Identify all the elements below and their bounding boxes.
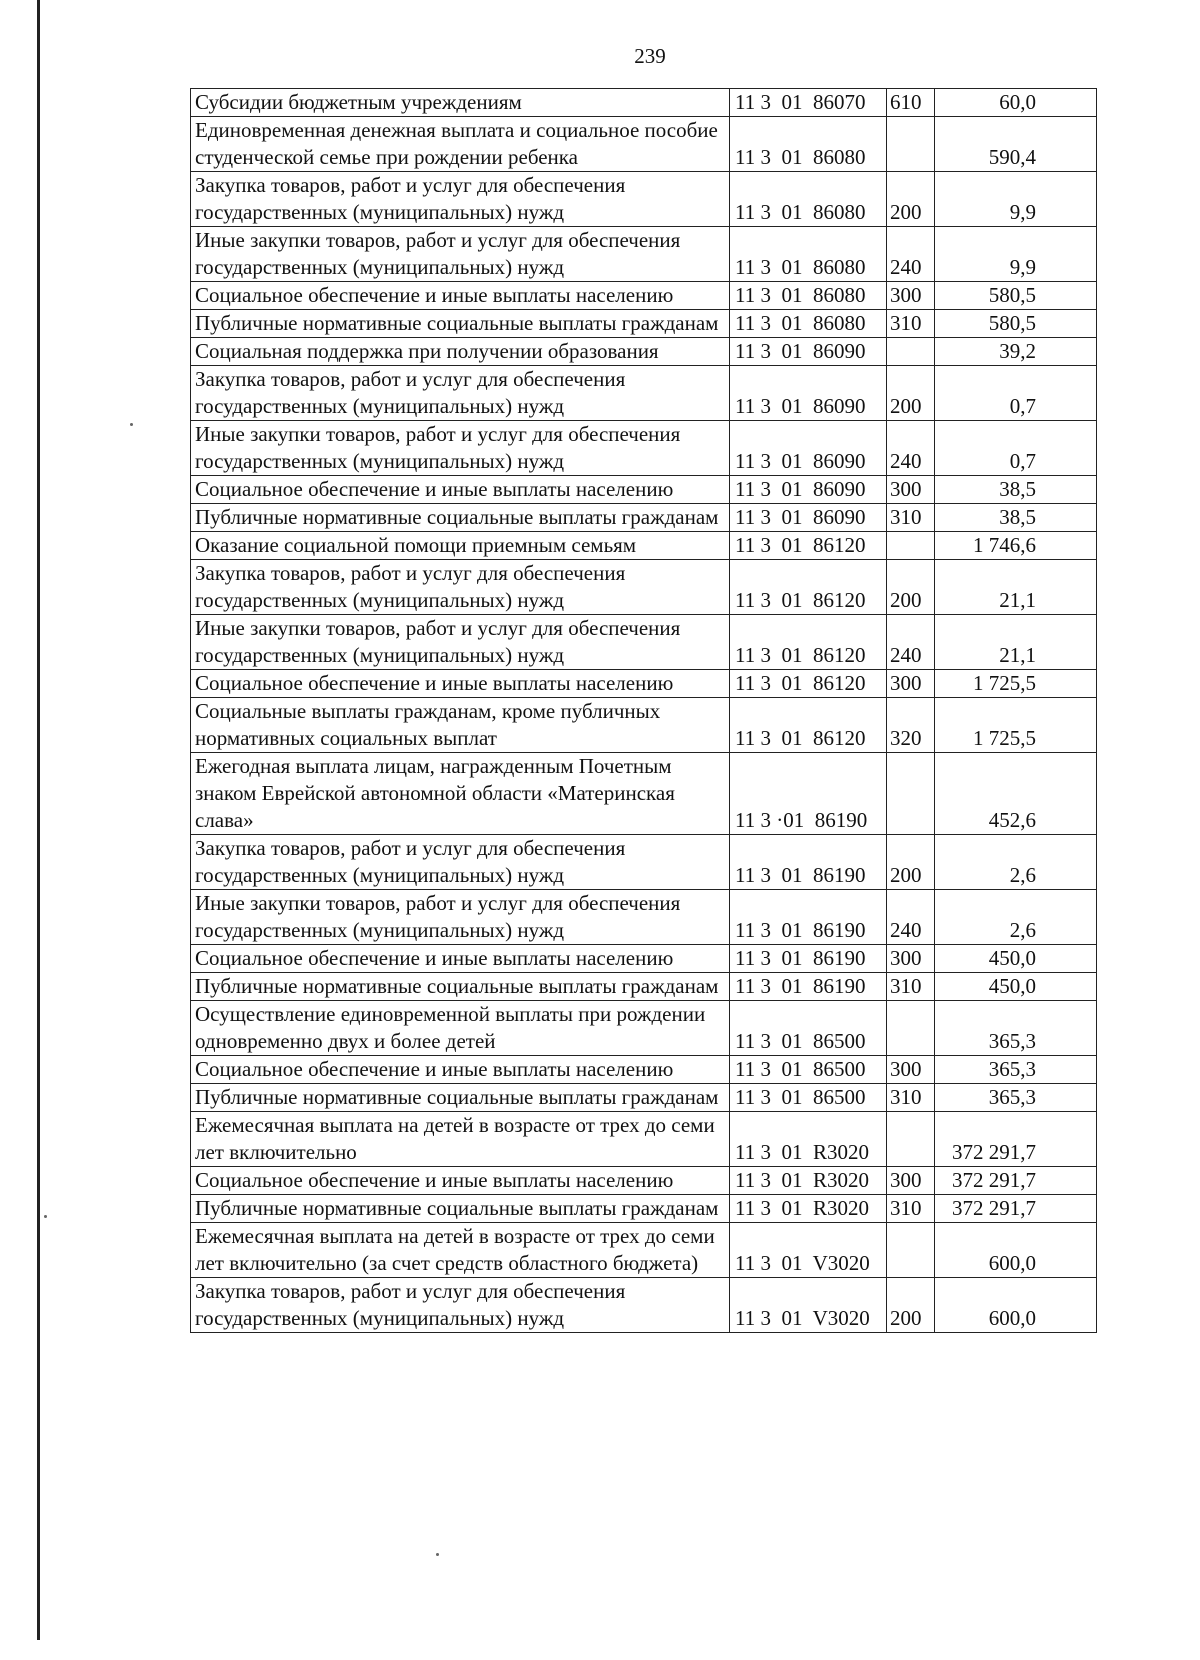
table-row bbox=[191, 698, 1097, 753]
amount-cell: 9,9 bbox=[935, 172, 1097, 227]
target-article-code-cell: 11 3 01 86090 bbox=[730, 476, 887, 504]
expense-type-cell bbox=[887, 532, 935, 560]
expense-name-cell: Публичные нормативные социальные выплаты гражданам bbox=[191, 310, 730, 338]
expense-name-cell: Социальное обеспечение и иные выплаты населению bbox=[191, 945, 730, 973]
table-row bbox=[191, 89, 1097, 117]
amount-cell: 1 746,6 bbox=[935, 532, 1097, 560]
expense-name-cell: Закупка товаров, работ и услуг для обеспечения государственных (муниципальных) нужд bbox=[191, 1278, 730, 1333]
expense-name-cell: Ежегодная выплата лицам, награжденным Почетным знаком Еврейской автономной области «Материнская слава» bbox=[191, 753, 730, 835]
table-row bbox=[191, 753, 1097, 835]
scan-speck bbox=[44, 1215, 47, 1218]
target-article-code-cell: 11 3 01 86120 bbox=[730, 698, 887, 753]
expense-type-cell: 310 bbox=[887, 973, 935, 1001]
amount-cell: 0,7 bbox=[935, 366, 1097, 421]
expense-name-cell: Публичные нормативные социальные выплаты гражданам bbox=[191, 504, 730, 532]
expense-type-cell: 240 bbox=[887, 421, 935, 476]
amount-cell: 38,5 bbox=[935, 476, 1097, 504]
table-row bbox=[191, 476, 1097, 504]
expense-name-cell: Публичные нормативные социальные выплаты гражданам bbox=[191, 1195, 730, 1223]
scan-speck bbox=[130, 423, 133, 426]
amount-cell: 372 291,7 bbox=[935, 1112, 1097, 1167]
target-article-code-cell: 11 3 01 R3020 bbox=[730, 1167, 887, 1195]
amount-cell: 365,3 bbox=[935, 1084, 1097, 1112]
expense-name-cell: Осуществление единовременной выплаты при рождении одновременно двух и более детей bbox=[191, 1001, 730, 1056]
amount-cell: 2,6 bbox=[935, 835, 1097, 890]
expense-type-cell: 310 bbox=[887, 504, 935, 532]
table-row bbox=[191, 945, 1097, 973]
expense-name-cell: Иные закупки товаров, работ и услуг для обеспечения государственных (муниципальных) нужд bbox=[191, 890, 730, 945]
page-number: 239 bbox=[634, 44, 666, 68]
expense-type-cell: 320 bbox=[887, 698, 935, 753]
target-article-code-cell: 11 3 01 86120 bbox=[730, 532, 887, 560]
target-article-code-cell: 11 3 01 86500 bbox=[730, 1084, 887, 1112]
target-article-code-cell: 11 3 01 86500 bbox=[730, 1056, 887, 1084]
amount-cell: 600,0 bbox=[935, 1278, 1097, 1333]
table-row bbox=[191, 973, 1097, 1001]
table-row bbox=[191, 282, 1097, 310]
table-body bbox=[191, 89, 1097, 1333]
table-row bbox=[191, 1056, 1097, 1084]
expense-type-cell: 200 bbox=[887, 1278, 935, 1333]
target-article-code-cell: 11 3 01 86090 bbox=[730, 338, 887, 366]
target-article-code-cell: 11 3 01 86190 bbox=[730, 835, 887, 890]
expense-name-cell: Закупка товаров, работ и услуг для обеспечения государственных (муниципальных) нужд bbox=[191, 366, 730, 421]
target-article-code-cell: 11 3 01 86120 bbox=[730, 615, 887, 670]
amount-cell: 372 291,7 bbox=[935, 1195, 1097, 1223]
expense-name-cell: Социальные выплаты гражданам, кроме публичных нормативных социальных выплат bbox=[191, 698, 730, 753]
scan-speck bbox=[436, 1553, 439, 1556]
expense-type-cell: 240 bbox=[887, 890, 935, 945]
expense-type-cell: 240 bbox=[887, 615, 935, 670]
target-article-code-cell: 11 3 01 86190 bbox=[730, 890, 887, 945]
target-article-code-cell: 11 3 01 86120 bbox=[730, 560, 887, 615]
target-article-code-cell: 11 3 01 86120 bbox=[730, 670, 887, 698]
target-article-code-cell: 11 3 01 86090 bbox=[730, 366, 887, 421]
table-row bbox=[191, 1112, 1097, 1167]
table-row bbox=[191, 835, 1097, 890]
expense-type-cell: 240 bbox=[887, 227, 935, 282]
amount-cell: 580,5 bbox=[935, 282, 1097, 310]
amount-cell: 452,6 bbox=[935, 753, 1097, 835]
expense-name-cell: Ежемесячная выплата на детей в возрасте от трех до семи лет включительно bbox=[191, 1112, 730, 1167]
target-article-code-cell: 11 3 01 86190 bbox=[730, 945, 887, 973]
table-row bbox=[191, 890, 1097, 945]
expense-name-cell: Публичные нормативные социальные выплаты гражданам bbox=[191, 1084, 730, 1112]
target-article-code-cell: 11 3 01 86080 bbox=[730, 172, 887, 227]
expense-type-cell: 300 bbox=[887, 670, 935, 698]
table-row bbox=[191, 670, 1097, 698]
amount-cell: 365,3 bbox=[935, 1001, 1097, 1056]
target-article-code-cell: 11 3 01 86090 bbox=[730, 421, 887, 476]
expense-name-cell: Социальное обеспечение и иные выплаты населению bbox=[191, 282, 730, 310]
amount-cell: 38,5 bbox=[935, 504, 1097, 532]
target-article-code-cell: 11 3 01 V3020 bbox=[730, 1223, 887, 1278]
amount-cell: 21,1 bbox=[935, 560, 1097, 615]
table-row bbox=[191, 504, 1097, 532]
amount-cell: 0,7 bbox=[935, 421, 1097, 476]
expense-type-cell: 310 bbox=[887, 1084, 935, 1112]
expense-name-cell: Закупка товаров, работ и услуг для обеспечения государственных (муниципальных) нужд bbox=[191, 835, 730, 890]
budget-table bbox=[190, 88, 1097, 1333]
expense-type-cell bbox=[887, 1112, 935, 1167]
table-row bbox=[191, 421, 1097, 476]
expense-type-cell: 610 bbox=[887, 89, 935, 117]
amount-cell: 590,4 bbox=[935, 117, 1097, 172]
expense-name-cell: Ежемесячная выплата на детей в возрасте от трех до семи лет включительно (за счет средств областного бюджета) bbox=[191, 1223, 730, 1278]
left-margin-rule bbox=[37, 0, 40, 1640]
expense-type-cell: 300 bbox=[887, 282, 935, 310]
target-article-code-cell: 11 3 01 86090 bbox=[730, 504, 887, 532]
table-row bbox=[191, 227, 1097, 282]
table-row bbox=[191, 310, 1097, 338]
expense-type-cell: 200 bbox=[887, 835, 935, 890]
target-article-code-cell: 11 3 ·01 86190 bbox=[730, 753, 887, 835]
table-row bbox=[191, 1001, 1097, 1056]
amount-cell: 450,0 bbox=[935, 945, 1097, 973]
amount-cell: 372 291,7 bbox=[935, 1167, 1097, 1195]
amount-cell: 2,6 bbox=[935, 890, 1097, 945]
expense-name-cell: Закупка товаров, работ и услуг для обеспечения государственных (муниципальных) нужд bbox=[191, 172, 730, 227]
table-row bbox=[191, 366, 1097, 421]
target-article-code-cell: 11 3 01 R3020 bbox=[730, 1112, 887, 1167]
expense-type-cell: 300 bbox=[887, 945, 935, 973]
table-row bbox=[191, 532, 1097, 560]
expense-name-cell: Социальная поддержка при получении образования bbox=[191, 338, 730, 366]
table-row bbox=[191, 1167, 1097, 1195]
target-article-code-cell: 11 3 01 86080 bbox=[730, 227, 887, 282]
amount-cell: 365,3 bbox=[935, 1056, 1097, 1084]
expense-type-cell: 300 bbox=[887, 1167, 935, 1195]
amount-cell: 39,2 bbox=[935, 338, 1097, 366]
table-row bbox=[191, 1195, 1097, 1223]
amount-cell: 9,9 bbox=[935, 227, 1097, 282]
expense-name-cell: Социальное обеспечение и иные выплаты населению bbox=[191, 670, 730, 698]
target-article-code-cell: 11 3 01 R3020 bbox=[730, 1195, 887, 1223]
expense-name-cell: Социальное обеспечение и иные выплаты населению bbox=[191, 476, 730, 504]
expense-type-cell bbox=[887, 338, 935, 366]
amount-cell: 1 725,5 bbox=[935, 670, 1097, 698]
expense-type-cell: 300 bbox=[887, 476, 935, 504]
table-row bbox=[191, 1223, 1097, 1278]
expense-type-cell: 200 bbox=[887, 366, 935, 421]
expense-type-cell bbox=[887, 1223, 935, 1278]
expense-name-cell: Закупка товаров, работ и услуг для обеспечения государственных (муниципальных) нужд bbox=[191, 560, 730, 615]
table-row bbox=[191, 117, 1097, 172]
target-article-code-cell: 11 3 01 86080 bbox=[730, 310, 887, 338]
expense-name-cell: Публичные нормативные социальные выплаты гражданам bbox=[191, 973, 730, 1001]
target-article-code-cell: 11 3 01 V3020 bbox=[730, 1278, 887, 1333]
expense-name-cell: Оказание социальной помощи приемным семьям bbox=[191, 532, 730, 560]
expense-name-cell: Иные закупки товаров, работ и услуг для обеспечения государственных (муниципальных) нужд bbox=[191, 421, 730, 476]
amount-cell: 450,0 bbox=[935, 973, 1097, 1001]
expense-name-cell: Иные закупки товаров, работ и услуг для обеспечения государственных (муниципальных) нужд bbox=[191, 615, 730, 670]
expense-type-cell: 200 bbox=[887, 172, 935, 227]
table-row bbox=[191, 338, 1097, 366]
amount-cell: 21,1 bbox=[935, 615, 1097, 670]
target-article-code-cell: 11 3 01 86500 bbox=[730, 1001, 887, 1056]
expense-name-cell: Социальное обеспечение и иные выплаты населению bbox=[191, 1056, 730, 1084]
expense-type-cell bbox=[887, 753, 935, 835]
target-article-code-cell: 11 3 01 86070 bbox=[730, 89, 887, 117]
expense-type-cell: 300 bbox=[887, 1056, 935, 1084]
target-article-code-cell: 11 3 01 86080 bbox=[730, 117, 887, 172]
expense-name-cell: Иные закупки товаров, работ и услуг для обеспечения государственных (муниципальных) нужд bbox=[191, 227, 730, 282]
table-row bbox=[191, 1084, 1097, 1112]
expense-type-cell bbox=[887, 117, 935, 172]
target-article-code-cell: 11 3 01 86190 bbox=[730, 973, 887, 1001]
expense-type-cell bbox=[887, 1001, 935, 1056]
expense-name-cell: Социальное обеспечение и иные выплаты населению bbox=[191, 1167, 730, 1195]
table-row bbox=[191, 1278, 1097, 1333]
table-row bbox=[191, 172, 1097, 227]
amount-cell: 600,0 bbox=[935, 1223, 1097, 1278]
amount-cell: 580,5 bbox=[935, 310, 1097, 338]
amount-cell: 60,0 bbox=[935, 89, 1097, 117]
table-row bbox=[191, 560, 1097, 615]
expense-type-cell: 200 bbox=[887, 560, 935, 615]
target-article-code-cell: 11 3 01 86080 bbox=[730, 282, 887, 310]
expense-type-cell: 310 bbox=[887, 310, 935, 338]
expense-name-cell: Единовременная денежная выплата и социальное пособие студенческой семье при рождении ребенка bbox=[191, 117, 730, 172]
amount-cell: 1 725,5 bbox=[935, 698, 1097, 753]
expense-name-cell: Субсидии бюджетным учреждениям bbox=[191, 89, 730, 117]
expense-type-cell: 310 bbox=[887, 1195, 935, 1223]
table-row bbox=[191, 615, 1097, 670]
